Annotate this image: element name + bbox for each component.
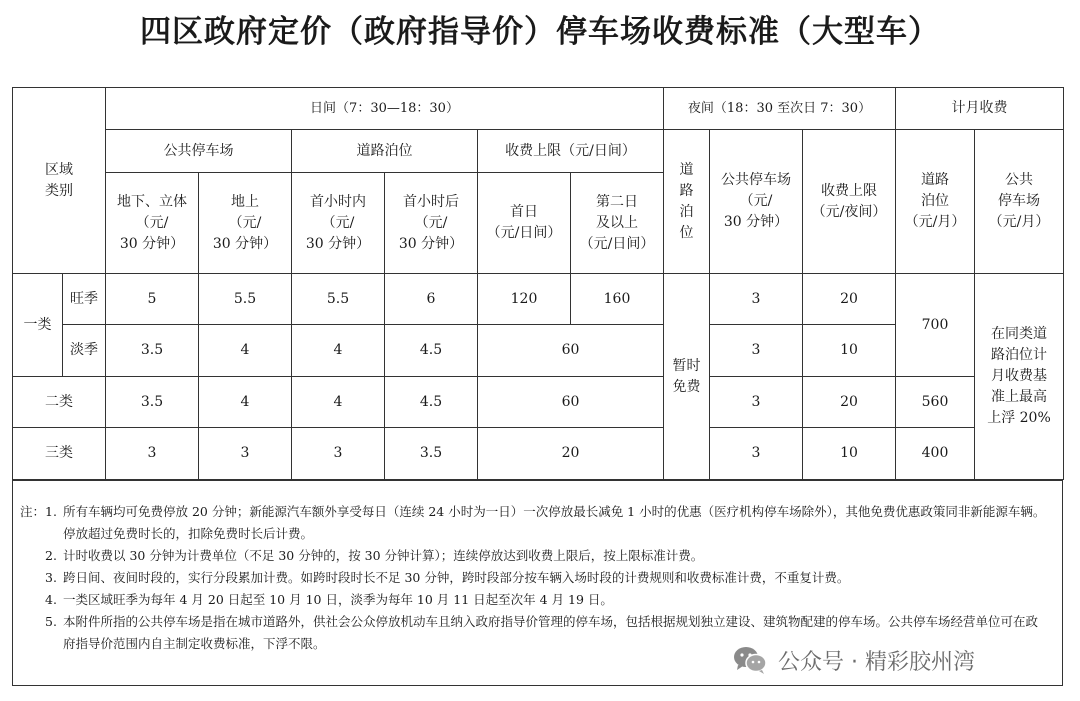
table-cell: 4 [199, 325, 292, 377]
row-label-class2: 二类 [13, 377, 106, 428]
table-cell: 160 [571, 274, 664, 325]
underground-header: 地下、立体 （元/ 30 分钟） [106, 173, 199, 274]
table-cell: 3 [710, 325, 803, 377]
table-cell: 10 [803, 325, 896, 377]
table-cell: 3 [710, 377, 803, 428]
table-cell: 3.5 [106, 377, 199, 428]
watermark-text: 公众号 · 精彩胶州湾 [778, 649, 975, 675]
monthly-road-header: 道路 泊位 （元/月） [896, 130, 975, 274]
night-public-header: 公共停车场 （元/ 30 分钟） [710, 130, 803, 274]
day-header: 日间（7：30—18：30） [106, 88, 664, 130]
row-label-peak: 旺季 [63, 274, 106, 325]
table-cell: 3.5 [385, 428, 478, 480]
night-cap-header: 收费上限 （元/夜间） [803, 130, 896, 274]
monthly-header: 计月收费 [896, 88, 1064, 130]
note-number: 1. [45, 504, 57, 519]
wechat-icon [732, 644, 768, 676]
table-cell: 120 [478, 274, 571, 325]
area-category-header: 区域 类别 [13, 88, 106, 274]
table-cell: 4.5 [385, 377, 478, 428]
night-road-free-cell: 暂时 免费 [664, 274, 710, 480]
note-item [19, 567, 1048, 589]
first-day-header: 首日 （元/日间） [478, 173, 571, 274]
row-label-off-peak: 淡季 [63, 325, 106, 377]
table-cell: 3 [710, 428, 803, 480]
surface-header: 地上 （元/ 30 分钟） [199, 173, 292, 274]
table-cell: 4 [292, 377, 385, 428]
table-cell: 3 [292, 428, 385, 480]
note-text: 跨日间、夜间时段的，实行分段累加计费。如跨时段时长不足 30 分钟，跨时段部分按车辆入场时段的计费规则和收费标准计费，不重复计费。 [63, 570, 850, 585]
night-road-header: 道 路 泊 位 [664, 130, 710, 274]
table-cell: 4 [199, 377, 292, 428]
table-cell: 5 [106, 274, 199, 325]
table-cell: 6 [385, 274, 478, 325]
monthly-public-note-cell: 在同类道 路泊位计 月收费基 准上最高 上浮 20% [975, 274, 1064, 480]
table-cell: 10 [803, 428, 896, 480]
table-cell: 560 [896, 377, 975, 428]
table-cell: 3 [199, 428, 292, 480]
row-label-class3: 三类 [13, 428, 106, 480]
note-number: 5. [45, 614, 57, 629]
road-parking-header: 道路泊位 [292, 130, 478, 173]
first-half-hour-header: 首小时内 （元/ 30 分钟） [292, 173, 385, 274]
note-number: 3. [45, 570, 57, 585]
table-cell: 20 [803, 274, 896, 325]
table-cell: 60 [478, 325, 664, 377]
note-number: 2. [45, 548, 57, 563]
table-cell: 3 [106, 428, 199, 480]
table-cell: 60 [478, 377, 664, 428]
table-cell: 3 [710, 274, 803, 325]
table-cell: 20 [478, 428, 664, 480]
note-text: 一类区域旺季为每年 4 月 20 日起至 10 月 10 日，淡季为每年 10 月 11 日起至次年 4 月 19 日。 [63, 592, 613, 607]
note-item [19, 545, 1048, 567]
monthly-public-header: 公共 停车场 （元/月） [975, 130, 1064, 274]
fee-table [12, 87, 1064, 480]
note-item [19, 589, 1048, 611]
table-cell: 400 [896, 428, 975, 480]
note-text: 计时收费以 30 分钟为计费单位（不足 30 分钟的，按 30 分钟计算）；连续停放达到收费上限后，按上限标准计费。 [63, 548, 704, 563]
night-header: 夜间（18：30 至次日 7：30） [664, 88, 896, 130]
page-title: 四区政府定价（政府指导价）停车场收费标准（大型车） [140, 14, 940, 50]
notes-prefix: 注： [19, 504, 45, 519]
table-cell: 5.5 [199, 274, 292, 325]
note-text: 所有车辆均可免费停放 20 分钟；新能源汽车额外享受每日（连续 24 小时为一日）一次停放最长减免 1 小时的优惠（医疗机构停车场除外），其他免费优惠政策同非新能源车辆。停放超过免费时长的，扣除免费时长后计费。 [63, 504, 1046, 541]
table-cell: 4 [292, 325, 385, 377]
note-text: 本附件所指的公共停车场是指在城市道路外，供社会公众停放机动车且纳入政府指导价管理的停车场，包括根据规划独立建设、建筑物配建的停车场。公共停车场经营单位可在政府指导价范围内自主制定收费标准，下浮不限。 [63, 614, 1039, 651]
table-cell: 3.5 [106, 325, 199, 377]
after-first-hour-header: 首小时后 （元/ 30 分钟） [385, 173, 478, 274]
public-lot-header: 公共停车场 [106, 130, 292, 173]
watermark [732, 640, 975, 680]
second-day-header: 第二日 及以上 （元/日间） [571, 173, 664, 274]
note-item [19, 501, 1048, 545]
class1-monthly-road-cell: 700 [896, 274, 975, 377]
note-number: 4. [45, 592, 57, 607]
table-cell: 5.5 [292, 274, 385, 325]
table-cell: 4.5 [385, 325, 478, 377]
table-cell: 20 [803, 377, 896, 428]
day-cap-header: 收费上限（元/日间） [478, 130, 664, 173]
row-label-class1: 一类 [13, 274, 63, 377]
